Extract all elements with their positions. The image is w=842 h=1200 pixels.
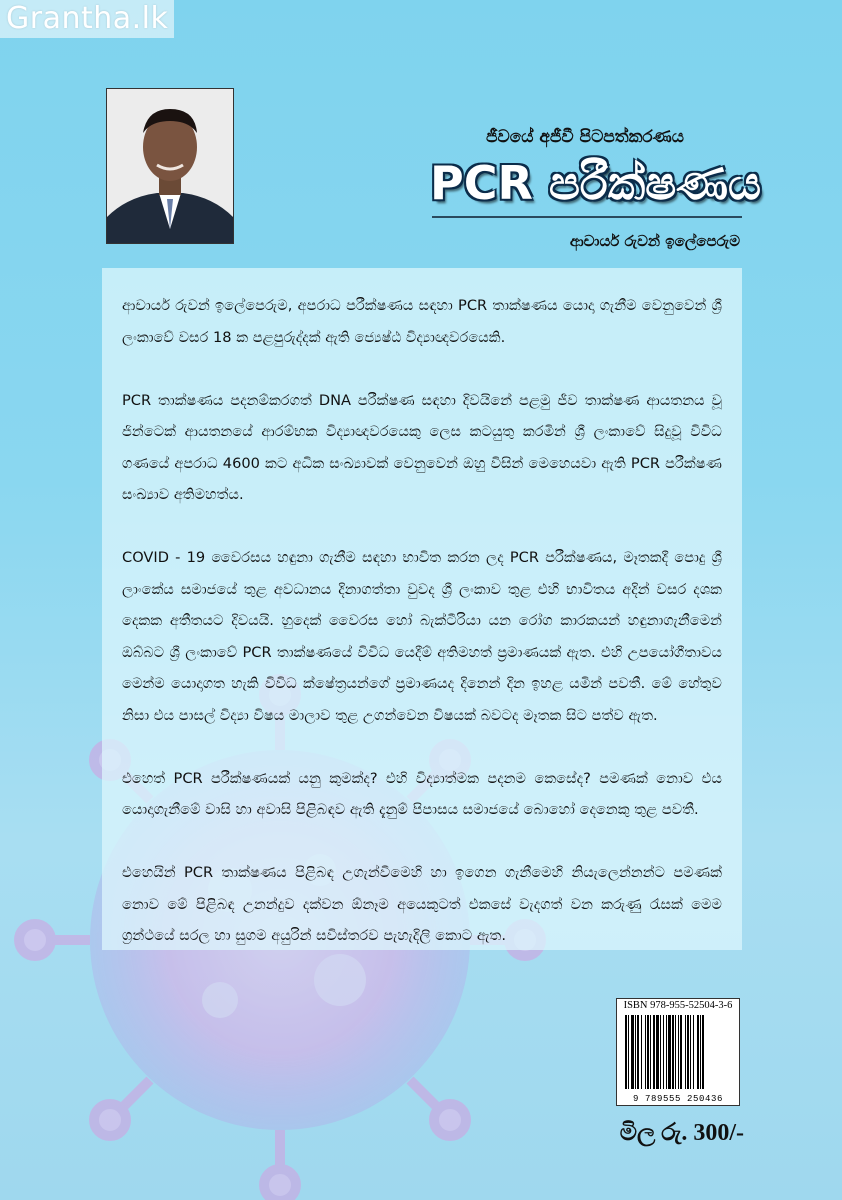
price-label: මිල රු. 300/- [619,1120,744,1146]
barcode-bar [628,1015,629,1089]
barcode-bar [653,1015,655,1089]
barcode-bar [675,1015,676,1089]
author-photo [106,88,234,244]
description-box [102,268,742,950]
barcode-bar [656,1015,659,1089]
barcode-bar [668,1015,671,1089]
book-subtitle: ජීවයේ අජීවී පිටපත්කරණය [485,127,684,147]
barcode-bar [650,1015,651,1089]
description-paragraph: ආචාර්ය රුවන් ඉලේපෙරුම, අපරාධ පරීක්ෂණය සඳහා PCR තාක්ෂණය යොදා ගැනීම වෙනුවෙන් ශ්‍රී ලංකාවේ වසර 18 ක පළපුරුද්දක් ඇති ජ්‍යෙෂ්ඨ විද්‍යාඥවරයෙකි. [122,297,722,346]
barcode-bar [690,1015,691,1089]
barcode-bar [678,1015,679,1089]
barcode-bar [635,1015,636,1089]
barcode-bar [702,1015,704,1089]
barcode-bar [641,1015,642,1089]
title-divider [432,216,742,218]
description-paragraph: PCR තාක්ෂණය පදනම්කරගත් DNA පරීක්ෂණ සඳහා දිවයිනේ පළමු ජීව තාක්ෂණ ආයතනය වූ ජින්ටෙක් ආයතනයේ ආරම්භක විද්‍යාඥවරයෙකු ලෙස කටයුතු කරමින් ශ්‍රී ලංකාවේ සිදුවූ විවිධ ගණයේ අපරාධ 4600 කට අධික සංඛ්‍යාවක් වෙනුවෙන් ඔහු විසින් මෙහෙයවා ඇති PCR පරීක්ෂණ සංඛ්‍යාව අතිමහත්ය. [122,391,722,503]
barcode [623,1015,733,1089]
site-watermark: Grantha.lk [0,0,174,38]
barcode-bar [700,1015,701,1089]
barcode-bar [660,1015,661,1089]
barcode-bar [672,1015,674,1089]
isbn-barcode-box [616,998,740,1106]
barcode-bar [625,1015,627,1089]
barcode-bar [697,1015,699,1089]
description-paragraph: COVID - 19 වෛරසය හඳුනා ගැනීම සඳහා භාවිත කරන ලද PCR පරීක්ෂණය, මෑතකදී පොදු ශ්‍රී ලාංකේය සමාජයේ තුළ අවධානය දිනාගත්තා වුවද ශ්‍රී ලංකාව තුළ එහි භාවිතය අදින් වසර දශක දෙකක අතීතයට දිවයයි. හුදෙක් වෛරස හෝ බැක්ටීරියා යන රෝග කාරකයන් හඳුනාගැනීමෙන් ඔබ්බට ශ්‍රී ලංකාවේ PCR තාක්ෂණයේ විවිධ යෙදීම් අතිමහත් ප්‍රමාණයක් ඇත. එහි උපයෝගීතාවය මෙන්ම යොදාගත හැකි විවිධ ක්ෂේත්‍රයන්ගේ ප්‍රමාණයද දිනෙන් දින ඉහළ යමින් පවතී. මේ හේතුව නිසා එය පාසල් විද්‍යා විෂය මාලාව තුළ උගන්වෙන විෂයක් බවටද මෑතක සිට පත්ව ඇත. [122,549,722,724]
barcode-bar [631,1015,634,1089]
isbn-label: ISBN 978-955-52504-3-6 [623,1000,733,1011]
barcode-bar [687,1015,689,1089]
barcode-bar [663,1015,664,1089]
barcode-bar [647,1015,649,1089]
description-paragraph: එහෙයින් PCR තාක්ෂණය පිළිබඳ උගැන්වීමෙහි හා ඉගෙන ගැනීමෙහි නියැලෙන්නන්ට පමණක් නොව මේ පිළිබඳ උනන්දුව දක්වන ඕනෑම අයෙකුටත් එකසේ වැදගත් වන කරුණු රැසක් මෙම ග්‍රන්ථයේ සරල හා සුගම අයුරින් සවිස්තරව පැහැදිලි කොට ඇත. [122,864,722,944]
barcode-bar [685,1015,686,1089]
author-name: ආචාර්ය රුවන් ඉලේපෙරුම [569,232,740,250]
barcode-bar [666,1015,667,1089]
barcode-bar [693,1015,694,1089]
barcode-bar [637,1015,639,1089]
book-title: PCR පරීක්ෂණය [430,156,762,210]
barcode-number: 9 789555 250436 [632,1094,723,1104]
barcode-bar [645,1015,646,1089]
description-paragraph: එහෙත් PCR පරීක්ෂණයක් යනු කුමක්ද? එහි විද්‍යාත්මක පදනම කෙසේද? පමණක් නොව එය යොදාගැනීමේ වාසි හා අවාසි පිළිබඳව ඇති දැනුම් පිපාසය සමාජයේ බොහෝ දෙනෙකු තුළ පවතී. [122,769,722,818]
barcode-bar [680,1015,682,1089]
